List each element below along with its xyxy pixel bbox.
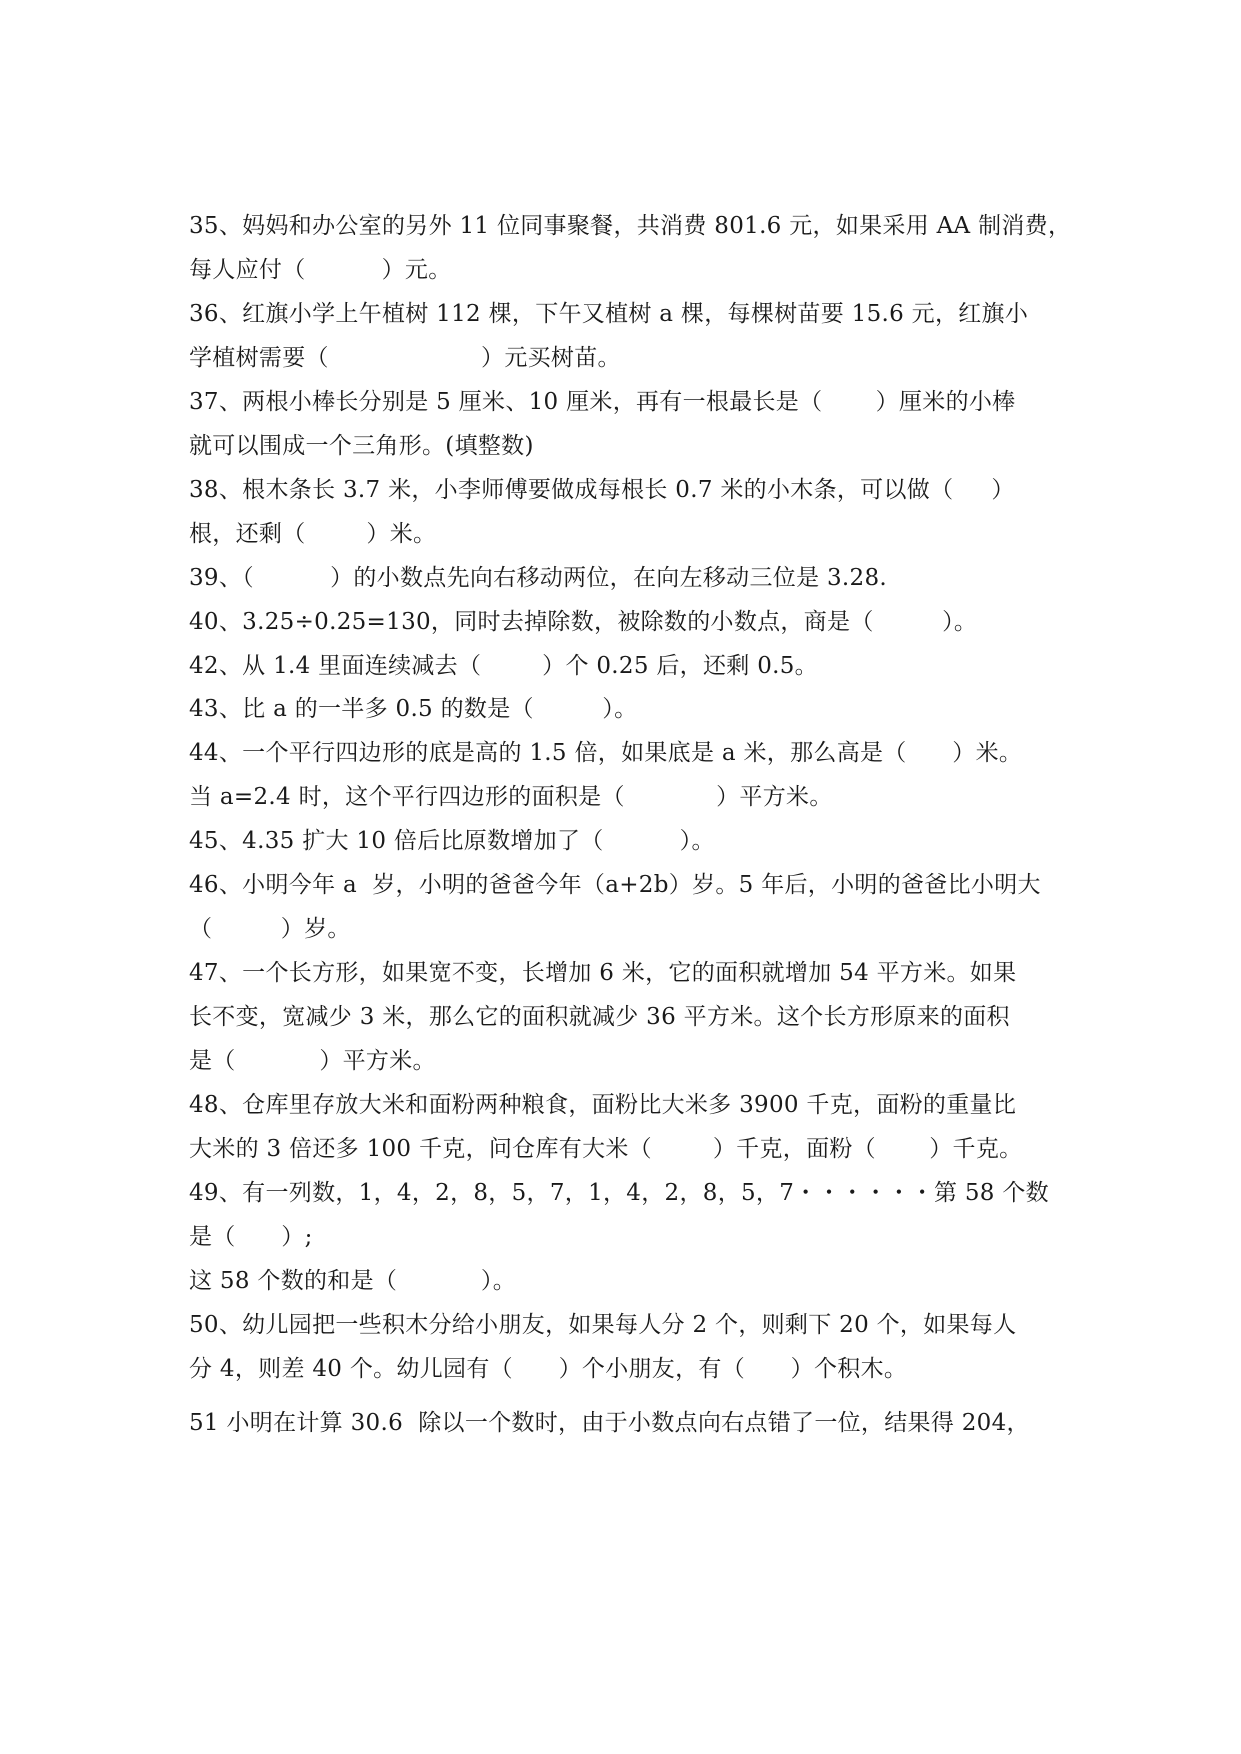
question-49-line-2: 是（ ）; xyxy=(189,1224,313,1250)
question-46-line-1: 46、小明今年 a 岁，小明的爸爸今年（a+2b）岁。5 年后，小明的爸爸比小明大 xyxy=(189,872,1041,898)
question-38-line-1: 38、根木条长 3.7 米，小李师傅要做成每根长 0.7 米的小木条，可以做（ ） xyxy=(189,477,1015,503)
question-42: 42、从 1.4 里面连续减去（ ）个 0.25 后，还剩 0.5。 xyxy=(189,653,818,679)
question-50-line-1: 50、幼儿园把一些积木分给小朋友，如果每人分 2 个，则剩下 20 个，如果每人 xyxy=(189,1312,1017,1338)
question-37-line-1: 37、两根小棒长分别是 5 厘米、10 厘米，再有一根最长是（ ）厘米的小棒 xyxy=(189,389,1016,415)
question-36-line-2: 学植树需要（ ）元买树苗。 xyxy=(189,345,621,371)
question-49-line-1: 49、有一列数，1，4，2，8，5，7，1，4，2，8，5，7・・・・・・第 58 个数 xyxy=(189,1180,1049,1206)
question-46-line-2: （ ）岁。 xyxy=(189,916,351,942)
question-47-line-1: 47、一个长方形，如果宽不变，长增加 6 米，它的面积就增加 54 平方米。如果 xyxy=(189,960,1017,986)
question-35-line-2: 每人应付（ ）元。 xyxy=(189,257,452,283)
question-44-line-1: 44、一个平行四边形的底是高的 1.5 倍，如果底是 a 米，那么高是（ ）米。 xyxy=(189,740,1023,766)
question-49-line-3: 这 58 个数的和是（ ）。 xyxy=(189,1268,517,1294)
question-43: 43、比 a 的一半多 0.5 的数是（ ）。 xyxy=(189,696,638,722)
question-38-line-2: 根，还剩（ ）米。 xyxy=(189,521,437,547)
question-47-line-2: 长不变，宽减少 3 米，那么它的面积就减少 36 平方米。这个长方形原来的面积 xyxy=(189,1004,1010,1030)
question-36-line-1: 36、红旗小学上午植树 112 棵，下午又植树 a 棵，每棵树苗要 15.6 元，红旗小 xyxy=(189,301,1029,327)
question-35-line-1: 35、妈妈和办公室的另外 11 位同事聚餐，共消费 801.6 元，如果采用 AA 制消费， xyxy=(189,213,1072,239)
question-48-line-1: 48、仓库里存放大米和面粉两种粮食，面粉比大米多 3900 千克，面粉的重量比 xyxy=(189,1092,1017,1118)
question-39: 39、（ ）的小数点先向右移动两位，在向左移动三位是 3.28. xyxy=(189,565,888,591)
question-44-line-2: 当 a=2.4 时，这个平行四边形的面积是（ ）平方米。 xyxy=(189,784,833,810)
question-47-line-3: 是（ ）平方米。 xyxy=(189,1048,436,1074)
question-37-line-2: 就可以围成一个三角形。(填整数) xyxy=(189,433,534,459)
question-40: 40、3.25÷0.25=130，同时去掉除数，被除数的小数点，商是（ ）。 xyxy=(189,609,978,635)
question-51-line-1: 51 小明在计算 30.6 除以一个数时，由于小数点向右点错了一位，结果得 204， xyxy=(189,1410,1030,1436)
question-50-line-2: 分 4，则差 40 个。幼儿园有（ ）个小朋友，有（ ）个积木。 xyxy=(189,1356,908,1382)
question-48-line-2: 大米的 3 倍还多 100 千克，问仓库有大米（ ）千克，面粉（ ）千克。 xyxy=(189,1136,1023,1162)
question-45: 45、4.35 扩大 10 倍后比原数增加了（ ）。 xyxy=(189,828,715,854)
